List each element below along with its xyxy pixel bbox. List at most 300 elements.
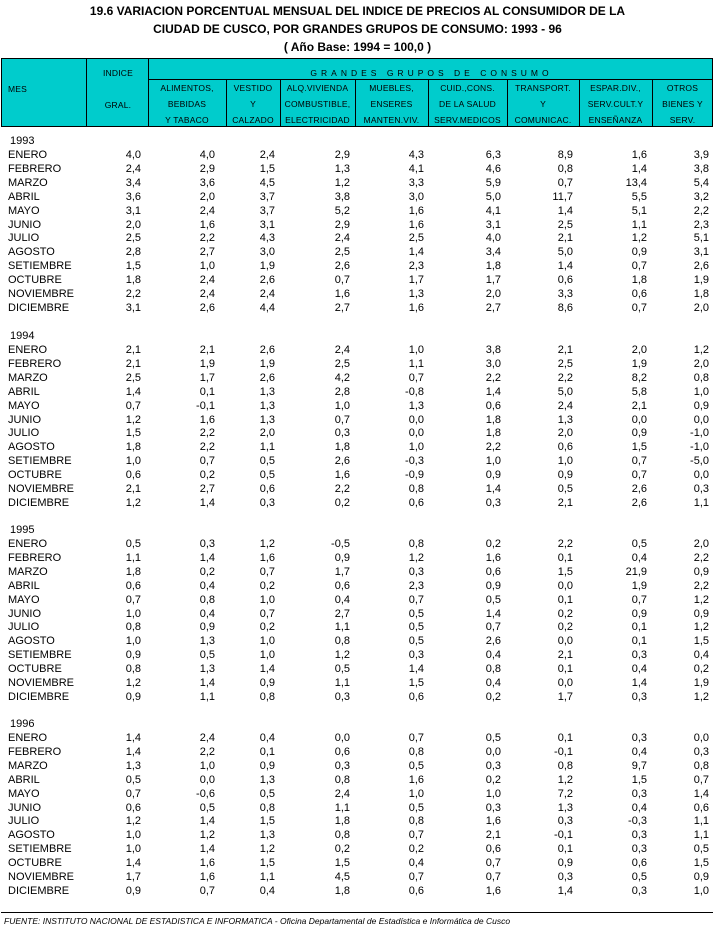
value-cell: 1,3	[259, 385, 275, 398]
value-cell: 2,5	[334, 357, 350, 370]
value-cell: 1,0	[259, 649, 275, 662]
month-cell: MARZO	[8, 176, 48, 189]
value-cell: 1,2	[693, 690, 709, 703]
value-cell: 1,2	[334, 649, 350, 662]
value-cell: 5,1	[693, 232, 709, 245]
value-cell: 2,7	[334, 607, 350, 620]
table-row	[1, 468, 713, 482]
value-cell: 2,4	[259, 149, 275, 161]
value-cell: 0,7	[485, 871, 501, 883]
header-col-7-line2: SERV.CULT.Y	[587, 99, 644, 109]
value-cell: 6,3	[485, 149, 501, 161]
value-cell: 1,4	[485, 385, 501, 398]
value-cell: 1,1	[125, 551, 141, 564]
value-cell: 2,1	[557, 649, 573, 662]
value-cell: 0,7	[408, 732, 424, 744]
value-cell: 1,4	[199, 843, 215, 856]
value-cell: 0,0	[199, 773, 215, 786]
value-cell: 1,5	[557, 565, 573, 578]
value-cell: 0,7	[408, 871, 424, 883]
value-cell: 1,4	[125, 745, 141, 758]
header-col-1-line2: BEBIDAS	[167, 99, 207, 109]
value-cell: 1,8	[485, 413, 501, 426]
value-cell: 2,0	[693, 357, 709, 370]
table-row	[1, 607, 713, 621]
value-cell: 0,9	[125, 884, 141, 897]
value-cell: 1,1	[631, 218, 647, 231]
table-title-line1: 19.6 VARIACION PORCENTUAL MENSUAL DEL INDICE DE PRECIOS AL CONSUMIDOR DE LA	[89, 4, 626, 18]
value-cell: 0,9	[693, 565, 709, 578]
value-cell: 1,0	[199, 260, 215, 273]
value-cell: 1,4	[557, 204, 573, 217]
value-cell: 1,2	[125, 413, 141, 426]
value-cell: 8,2	[631, 371, 647, 384]
table-row	[1, 801, 713, 815]
value-cell: 0,9	[259, 759, 275, 772]
value-cell: 0,3	[693, 745, 709, 758]
value-cell: 0,1	[259, 745, 275, 758]
month-cell: FEBRERO	[8, 745, 62, 758]
value-cell: 0,9	[485, 469, 501, 482]
table-row	[1, 343, 713, 357]
value-cell: 1,4	[557, 884, 573, 897]
value-cell: 4,3	[259, 232, 275, 245]
value-cell: 1,5	[631, 441, 647, 454]
value-cell: 0,7	[485, 857, 501, 870]
value-cell: 1,8	[693, 288, 709, 300]
value-cell: 2,0	[557, 427, 573, 440]
year-label: 1996	[10, 718, 35, 730]
value-cell: 0,6	[557, 441, 573, 454]
value-cell: 2,2	[485, 371, 501, 384]
header-indice-line1: INDICE	[102, 68, 133, 78]
value-cell: 1,2	[693, 593, 709, 606]
value-cell: -0,3	[628, 815, 647, 828]
value-cell: 0,9	[259, 677, 275, 689]
value-cell: 0,2	[259, 579, 275, 592]
value-cell: 0,6	[693, 801, 709, 814]
value-cell: 2,3	[408, 579, 424, 592]
header-col-8-line2: BIENES Y	[662, 99, 703, 109]
value-cell: 0,7	[125, 787, 141, 800]
value-cell: 1,9	[199, 357, 215, 370]
value-cell: 0,6	[485, 565, 501, 578]
value-cell: 2,4	[334, 787, 350, 800]
value-cell: 1,4	[631, 677, 647, 689]
value-cell: 0,3	[485, 759, 501, 772]
month-cell: NOVIEMBRE	[8, 288, 75, 300]
value-cell: 1,8	[485, 260, 501, 273]
month-cell: AGOSTO	[8, 635, 55, 648]
value-cell: 0,3	[693, 483, 709, 495]
value-cell: 1,5	[408, 677, 424, 689]
table-row	[1, 870, 713, 884]
value-cell: 0,0	[693, 469, 709, 482]
value-cell: 1,5	[259, 815, 275, 828]
value-cell: 0,8	[259, 690, 275, 703]
value-cell: 2,1	[557, 496, 573, 509]
value-cell: 0,7	[125, 399, 141, 412]
value-cell: 0,5	[693, 843, 709, 856]
value-cell: 2,1	[199, 344, 215, 356]
value-cell: 0,3	[557, 815, 573, 828]
value-cell: 1,1	[334, 801, 350, 814]
value-cell: 1,7	[334, 565, 350, 578]
value-cell: 0,8	[125, 621, 141, 634]
value-cell: 0,4	[693, 649, 709, 662]
value-cell: 1,6	[334, 288, 350, 300]
value-cell: 0,6	[557, 274, 573, 287]
value-cell: 0,1	[557, 593, 573, 606]
table-row	[1, 190, 713, 204]
value-cell: 3,7	[259, 204, 275, 217]
value-cell: 0,6	[485, 399, 501, 412]
header-col-5-line3: SERV.MEDICOS	[434, 115, 501, 125]
value-cell: 2,4	[199, 274, 215, 287]
value-cell: 2,2	[485, 441, 501, 454]
value-cell: 0,7	[125, 593, 141, 606]
value-cell: 0,8	[334, 773, 350, 786]
value-cell: 2,0	[631, 344, 647, 356]
value-cell: 0,6	[631, 857, 647, 870]
value-cell: 2,2	[693, 551, 709, 564]
value-cell: 1,5	[125, 260, 141, 273]
table-row	[1, 482, 713, 496]
value-cell: 0,1	[557, 551, 573, 564]
value-cell: 4,6	[485, 162, 501, 175]
month-cell: MAYO	[8, 787, 40, 800]
value-cell: 2,8	[334, 385, 350, 398]
value-cell: 0,7	[259, 607, 275, 620]
value-cell: 1,7	[557, 690, 573, 703]
month-cell: ABRIL	[8, 385, 40, 398]
value-cell: 0,1	[199, 385, 215, 398]
value-cell: 0,3	[334, 759, 350, 772]
value-cell: 1,3	[408, 399, 424, 412]
value-cell: 0,6	[125, 801, 141, 814]
value-cell: 2,7	[199, 483, 215, 495]
value-cell: 0,6	[125, 579, 141, 592]
value-cell: 1,3	[259, 773, 275, 786]
value-cell: 5,9	[485, 176, 501, 189]
value-cell: 1,3	[259, 829, 275, 842]
month-cell: OCTUBRE	[8, 469, 62, 482]
month-cell: SETIEMBRE	[8, 260, 72, 273]
header-col-2-line3: CALZADO	[232, 115, 274, 125]
value-cell: 2,0	[259, 427, 275, 440]
value-cell: 4,1	[485, 204, 501, 217]
table-row	[1, 231, 713, 245]
value-cell: 1,7	[199, 371, 215, 384]
month-cell: OCTUBRE	[8, 274, 62, 287]
value-cell: 2,8	[125, 246, 141, 259]
value-cell: 0,7	[259, 565, 275, 578]
header-col-7-line1: ESPAR.DIV.,	[590, 83, 641, 93]
value-cell: -0,1	[554, 829, 573, 842]
value-cell: 0,5	[408, 607, 424, 620]
value-cell: 0,5	[259, 455, 275, 468]
value-cell: 0,9	[334, 551, 350, 564]
value-cell: 4,5	[334, 871, 350, 883]
table-row	[1, 301, 713, 315]
table-row	[1, 371, 713, 385]
value-cell: 5,1	[631, 204, 647, 217]
value-cell: 0,0	[408, 427, 424, 440]
header-col-5-line2: DE LA SALUD	[438, 99, 496, 109]
value-cell: 0,4	[259, 732, 275, 744]
header-col-4-line1: MUEBLES,	[369, 83, 414, 93]
value-cell: 3,8	[485, 344, 501, 356]
value-cell: 1,2	[693, 621, 709, 634]
value-cell: 2,4	[334, 344, 350, 356]
value-cell: 0,4	[485, 677, 501, 689]
month-cell: ENERO	[8, 732, 48, 744]
table-row	[1, 731, 713, 745]
value-cell: 1,8	[334, 884, 350, 897]
value-cell: 2,1	[125, 357, 141, 370]
value-cell: 1,6	[199, 218, 215, 231]
value-cell: 2,4	[125, 162, 141, 175]
value-cell: 0,2	[485, 690, 501, 703]
table-row	[1, 662, 713, 676]
value-cell: 0,9	[557, 469, 573, 482]
value-cell: 2,5	[125, 232, 141, 245]
value-cell: 0,9	[485, 579, 501, 592]
value-cell: 1,4	[557, 260, 573, 273]
month-cell: ENERO	[8, 538, 48, 550]
value-cell: 0,0	[693, 732, 709, 744]
value-cell: 1,6	[334, 469, 350, 482]
value-cell: 1,4	[408, 246, 424, 259]
month-cell: SETIEMBRE	[8, 649, 72, 662]
value-cell: 4,0	[125, 149, 141, 161]
value-cell: 2,1	[557, 232, 573, 245]
value-cell: 0,6	[259, 483, 275, 495]
value-cell: 3,1	[485, 218, 501, 231]
value-cell: 11,7	[552, 190, 573, 203]
value-cell: 1,0	[693, 385, 709, 398]
value-cell: 1,0	[125, 635, 141, 648]
month-cell: JULIO	[8, 815, 40, 828]
value-cell: 0,6	[408, 496, 424, 509]
value-cell: 5,0	[557, 246, 573, 259]
value-cell: 0,4	[334, 593, 350, 606]
header-col-1-line3: Y TABACO	[165, 115, 209, 125]
value-cell: 0,5	[259, 469, 275, 482]
value-cell: 1,1	[693, 496, 709, 509]
value-cell: 2,6	[259, 371, 275, 384]
value-cell: 1,8	[125, 441, 141, 454]
value-cell: 0,5	[631, 871, 647, 883]
value-cell: 2,1	[125, 483, 141, 495]
year-label: 1994	[10, 330, 35, 342]
value-cell: 0,6	[408, 690, 424, 703]
value-cell: 0,3	[631, 649, 647, 662]
value-cell: 0,6	[408, 884, 424, 897]
value-cell: 1,0	[334, 399, 350, 412]
value-cell: 8,9	[557, 149, 573, 161]
value-cell: 0,0	[485, 745, 501, 758]
month-cell: DICIEMBRE	[8, 301, 70, 314]
value-cell: 1,1	[199, 690, 215, 703]
month-cell: JUNIO	[8, 607, 41, 620]
value-cell: 0,2	[199, 565, 215, 578]
value-cell: 0,0	[557, 579, 573, 592]
value-cell: 2,9	[334, 149, 350, 161]
value-cell: 0,7	[334, 274, 350, 287]
value-cell: 0,2	[557, 607, 573, 620]
month-cell: ABRIL	[8, 190, 40, 203]
value-cell: 1,1	[693, 815, 709, 828]
value-cell: 2,2	[557, 538, 573, 550]
value-cell: 0,3	[557, 871, 573, 883]
value-cell: 1,1	[259, 871, 275, 883]
value-cell: 3,0	[259, 246, 275, 259]
value-cell: 1,3	[259, 399, 275, 412]
value-cell: 1,9	[631, 579, 647, 592]
value-cell: 5,8	[631, 385, 647, 398]
value-cell: 2,5	[408, 232, 424, 245]
value-cell: 0,8	[334, 829, 350, 842]
value-cell: 5,2	[334, 204, 350, 217]
value-cell: 2,2	[199, 427, 215, 440]
year-label: 1995	[10, 524, 35, 536]
table-row	[1, 454, 713, 468]
table-row	[1, 148, 713, 162]
table-row	[1, 620, 713, 634]
value-cell: 3,4	[125, 176, 141, 189]
value-cell: 1,6	[485, 551, 501, 564]
value-cell: 4,2	[334, 371, 350, 384]
table-row	[1, 690, 713, 704]
value-cell: 1,4	[125, 732, 141, 744]
value-cell: 0,3	[408, 649, 424, 662]
value-cell: 1,2	[125, 496, 141, 509]
month-cell: OCTUBRE	[8, 857, 62, 870]
value-cell: 0,4	[485, 649, 501, 662]
table-title-line2: CIUDAD DE CUSCO, POR GRANDES GRUPOS DE CONSUMO: 1993 - 96	[153, 22, 562, 36]
value-cell: 1,7	[125, 871, 141, 883]
table-row	[1, 204, 713, 218]
value-cell: 0,5	[408, 621, 424, 634]
value-cell: 1,6	[408, 204, 424, 217]
value-cell: 1,6	[631, 149, 647, 161]
value-cell: 0,9	[557, 857, 573, 870]
value-cell: 1,2	[259, 843, 275, 856]
value-cell: 3,4	[485, 246, 501, 259]
value-cell: 2,4	[334, 232, 350, 245]
value-cell: 1,4	[485, 483, 501, 495]
value-cell: 0,2	[199, 469, 215, 482]
header-col-4-line2: ENSERES	[370, 99, 413, 109]
table-row	[1, 773, 713, 787]
month-cell: ENERO	[8, 149, 48, 161]
value-cell: 0,5	[408, 759, 424, 772]
value-cell: 0,2	[693, 663, 709, 676]
value-cell: 0,1	[557, 732, 573, 744]
table-row	[1, 856, 713, 870]
value-cell: 0,7	[485, 621, 501, 634]
value-cell: 1,5	[259, 857, 275, 870]
value-cell: 0,4	[199, 579, 215, 592]
value-cell: 1,0	[485, 455, 501, 468]
value-cell: 1,5	[334, 857, 350, 870]
value-cell: 0,2	[334, 496, 350, 509]
table-row	[1, 579, 713, 593]
value-cell: 0,2	[485, 538, 501, 550]
value-cell: 3,6	[199, 176, 215, 189]
value-cell: -0,1	[554, 745, 573, 758]
value-cell: 7,2	[557, 787, 573, 800]
value-cell: -0,6	[196, 787, 215, 800]
header-col-1-line1: ALIMENTOS,	[160, 83, 214, 93]
value-cell: 1,5	[259, 162, 275, 175]
value-cell: 0,3	[631, 690, 647, 703]
table-row	[1, 634, 713, 648]
value-cell: 2,2	[199, 232, 215, 245]
value-cell: 3,3	[557, 288, 573, 300]
value-cell: 2,2	[199, 441, 215, 454]
value-cell: 3,0	[408, 190, 424, 203]
value-cell: 0,7	[631, 260, 647, 273]
value-cell: -0,9	[405, 469, 424, 482]
value-cell: 0,5	[199, 649, 215, 662]
value-cell: 0,8	[408, 538, 424, 550]
base-year-note: ( Año Base: 1994 = 100,0 )	[283, 40, 432, 54]
value-cell: 0,3	[485, 801, 501, 814]
value-cell: 1,0	[125, 843, 141, 856]
month-cell: AGOSTO	[8, 829, 55, 842]
value-cell: 4,3	[408, 149, 424, 161]
value-cell: 0,5	[125, 538, 141, 550]
month-cell: DICIEMBRE	[8, 884, 70, 897]
value-cell: 2,1	[485, 829, 501, 842]
value-cell: 0,2	[259, 621, 275, 634]
value-cell: 1,7	[485, 274, 501, 287]
value-cell: 2,0	[485, 288, 501, 300]
value-cell: 1,6	[199, 413, 215, 426]
value-cell: 0,7	[631, 455, 647, 468]
value-cell: 3,1	[259, 218, 275, 231]
value-cell: 0,9	[199, 621, 215, 634]
month-cell: JUNIO	[8, 413, 41, 426]
value-cell: 0,2	[334, 843, 350, 856]
month-cell: SETIEMBRE	[8, 455, 72, 468]
value-cell: 3,3	[408, 176, 424, 189]
value-cell: 1,8	[631, 274, 647, 287]
value-cell: 1,4	[199, 551, 215, 564]
value-cell: 0,7	[408, 371, 424, 384]
value-cell: 0,8	[693, 759, 709, 772]
value-cell: -1,0	[690, 427, 709, 440]
month-cell: AGOSTO	[8, 441, 55, 454]
table-row	[1, 399, 713, 413]
value-cell: 0,3	[259, 496, 275, 509]
value-cell: 1,0	[199, 759, 215, 772]
value-cell: 0,3	[631, 884, 647, 897]
value-cell: 0,8	[125, 663, 141, 676]
value-cell: 0,8	[408, 483, 424, 495]
value-cell: 2,7	[334, 301, 350, 314]
month-cell: FEBRERO	[8, 551, 62, 564]
value-cell: 1,2	[557, 773, 573, 786]
value-cell: 0,2	[408, 843, 424, 856]
value-cell: 0,8	[408, 815, 424, 828]
value-cell: 0,6	[334, 745, 350, 758]
value-cell: 0,9	[125, 649, 141, 662]
month-cell: JULIO	[8, 621, 40, 634]
value-cell: 0,4	[408, 857, 424, 870]
